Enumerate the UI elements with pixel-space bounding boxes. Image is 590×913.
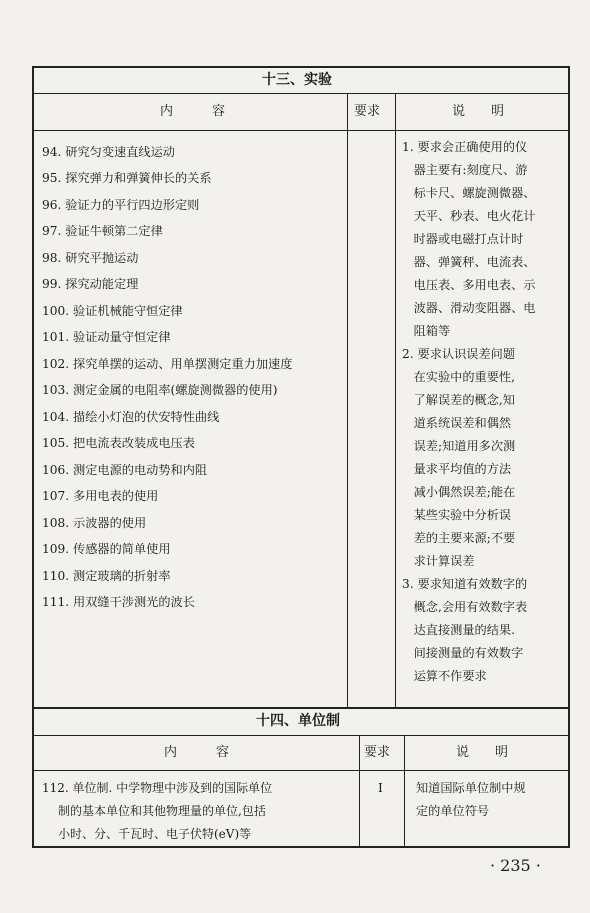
section-title: 十四、单位制 <box>256 713 340 729</box>
header-content: 内 容 <box>164 745 230 760</box>
unit-requirement: I <box>378 781 383 795</box>
note-line: 道系统误差和偶然 <box>402 416 512 430</box>
s14-top-divider <box>32 707 570 709</box>
list-item: 106. 测定电源的电动势和内阻 <box>42 463 208 477</box>
list-item: 107. 多用电表的使用 <box>42 489 159 503</box>
s14-col-divider-1 <box>359 735 360 847</box>
list-item: 97. 验证牛顿第二定律 <box>42 224 163 238</box>
unit-desc-line: 定的单位符号 <box>416 804 490 818</box>
list-item: 110. 测定玻璃的折射率 <box>42 569 171 583</box>
note-line: 器主要有:刻度尺、游 <box>402 163 528 177</box>
unit-desc-line: 知道国际单位制中规 <box>416 781 526 795</box>
table-top-border <box>32 66 570 68</box>
header-description: 说 明 <box>456 745 509 760</box>
table-bottom-border <box>32 846 570 848</box>
note-line: 差的主要来源;不要 <box>402 531 516 545</box>
page-number: · 235 · <box>490 856 541 875</box>
note-line: 标卡尺、螺旋测微器、 <box>402 186 536 200</box>
list-item: 103. 测定金属的电阻率(螺旋测微器的使用) <box>42 383 278 397</box>
note-line: 3. 要求知道有效数字的 <box>402 577 528 591</box>
s14-header-divider <box>32 770 570 771</box>
note-line: 误差;知道用多次测 <box>402 439 516 453</box>
header-requirement: 要求 <box>354 104 381 119</box>
s13-col-divider-1 <box>347 93 348 708</box>
section-title: 十三、实验 <box>262 72 332 88</box>
note-line: 电压表、多用电表、示 <box>402 278 536 292</box>
note-line: 间接测量的有效数字 <box>402 646 524 660</box>
note-line: 减小偶然误差;能在 <box>402 485 516 499</box>
note-line: 概念,会用有效数字表 <box>402 600 528 614</box>
note-line: 1. 要求会正确使用的仪 <box>402 140 528 154</box>
note-line: 2. 要求认识误差问题 <box>402 347 516 361</box>
list-item: 111. 用双缝干涉测光的波长 <box>42 595 195 609</box>
note-line: 某些实验中分析误 <box>402 508 512 522</box>
list-item: 109. 传感器的简单使用 <box>42 542 171 556</box>
note-line: 波器、滑动变阻器、电 <box>402 301 536 315</box>
table-right-border <box>568 66 570 848</box>
note-line: 运算不作要求 <box>402 669 487 683</box>
header-requirement: 要求 <box>364 745 391 760</box>
table-left-border <box>32 66 34 848</box>
note-line: 阻箱等 <box>402 324 451 338</box>
s13-title-divider <box>32 93 570 94</box>
note-line: 达直接测量的结果. <box>402 623 515 637</box>
list-item: 99. 探究动能定理 <box>42 277 139 291</box>
note-line: 量求平均值的方法 <box>402 462 512 476</box>
note-line: 在实验中的重要性, <box>402 370 515 384</box>
list-item: 102. 探究单摆的运动、用单摆测定重力加速度 <box>42 357 293 371</box>
list-item: 105. 把电流表改装成电压表 <box>42 436 195 450</box>
list-item: 96. 验证力的平行四边形定则 <box>42 198 200 212</box>
list-item: 95. 探究弹力和弹簧伸长的关系 <box>42 171 212 185</box>
note-line: 求计算误差 <box>402 554 475 568</box>
list-item: 100. 验证机械能守恒定律 <box>42 304 183 318</box>
unit-item-line: 制的基本单位和其他物理量的单位,包括 <box>58 804 266 818</box>
list-item: 98. 研究平抛运动 <box>42 251 139 265</box>
note-line: 天平、秒表、电火花计 <box>402 209 536 223</box>
note-line: 时器或电磁打点计时 <box>402 232 524 246</box>
list-item: 104. 描绘小灯泡的伏安特性曲线 <box>42 410 220 424</box>
note-line: 了解误差的概念,知 <box>402 393 515 407</box>
s13-col-divider-2 <box>395 93 396 708</box>
s14-col-divider-2 <box>404 735 405 847</box>
list-item: 101. 验证动量守恒定律 <box>42 330 171 344</box>
unit-item-line: 小时、分、千瓦时、电子伏特(eV)等 <box>58 827 252 841</box>
list-item: 108. 示波器的使用 <box>42 516 147 530</box>
list-item: 94. 研究匀变速直线运动 <box>42 145 175 159</box>
note-line: 器、弹簧秤、电流表、 <box>402 255 536 269</box>
unit-item-line: 112. 单位制. 中学物理中涉及到的国际单位 <box>42 781 273 795</box>
s13-header-divider <box>32 130 570 131</box>
header-description: 说 明 <box>452 104 505 119</box>
header-content: 内 容 <box>160 104 226 119</box>
s14-title-divider <box>32 735 570 736</box>
